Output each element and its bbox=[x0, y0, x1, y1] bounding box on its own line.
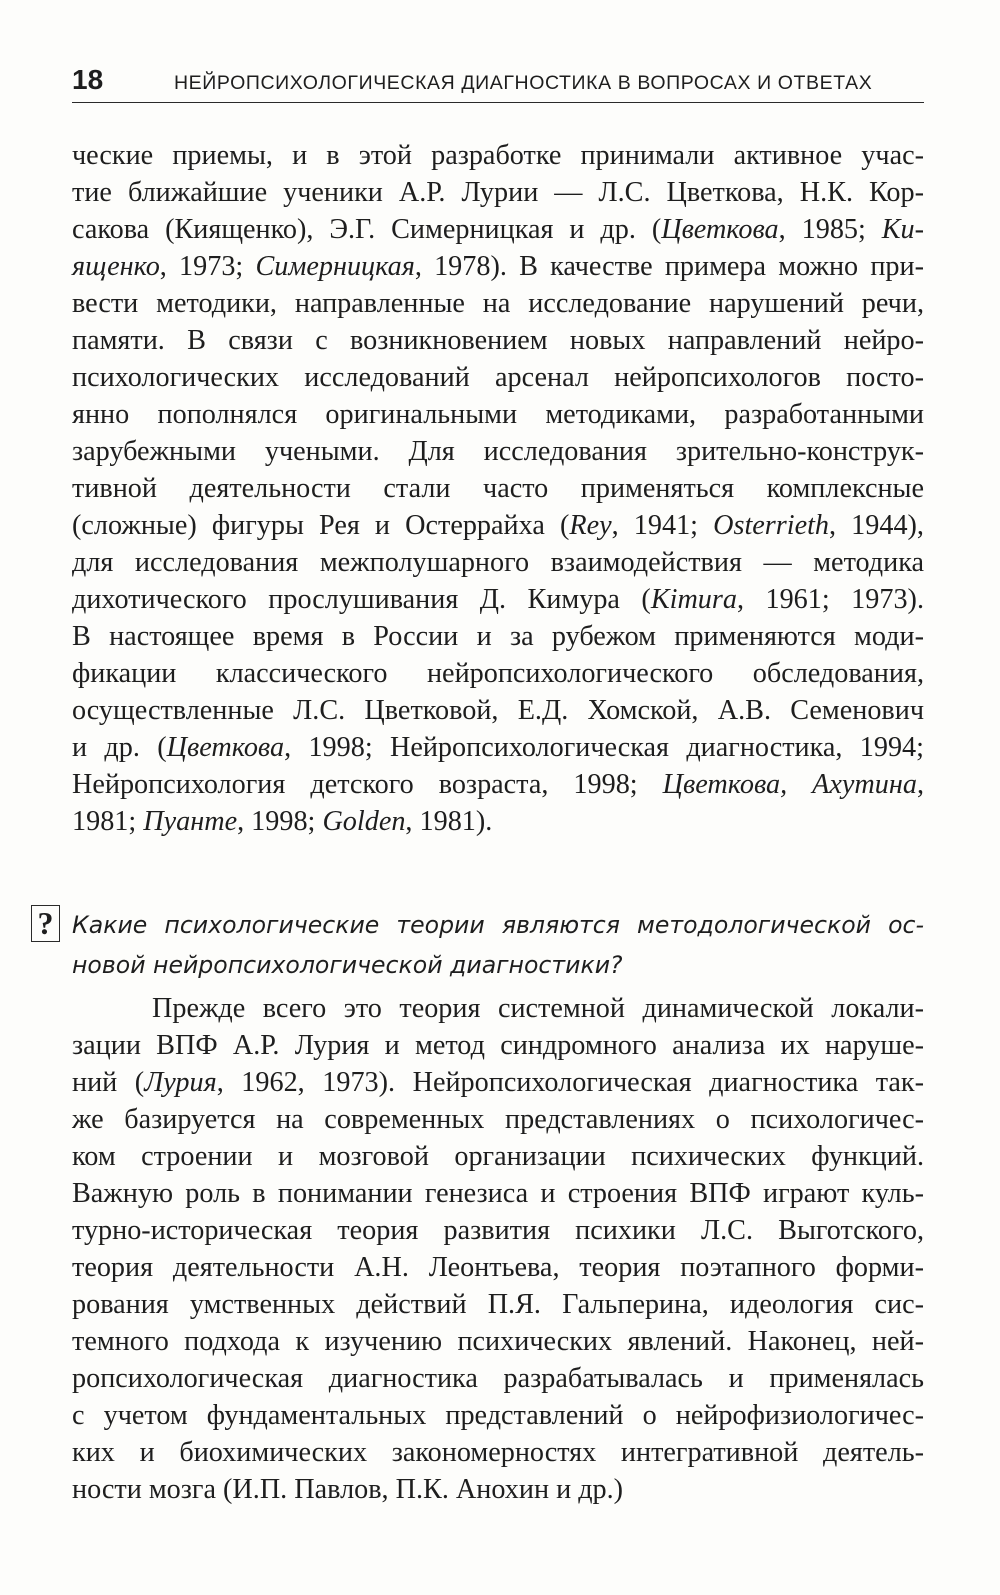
citation-text: Симерницкая bbox=[255, 251, 415, 282]
text-run: ческие приемы, и в этой разработке принимали активное учас- bbox=[72, 140, 924, 171]
text-line bbox=[72, 137, 924, 174]
text-run: теория деятельности А.Н. Леонтьева, теория поэтапного форми- bbox=[72, 1252, 924, 1283]
text-run: 1981; bbox=[72, 806, 144, 837]
text-line bbox=[72, 990, 924, 1027]
text-run: тивной деятельности стали часто применяться комплексные bbox=[72, 473, 924, 504]
text-run: , 1962, 1973). Нейропсихологическая диагностика так- bbox=[216, 1067, 924, 1098]
text-run: , 1978). В качестве примера можно при- bbox=[414, 251, 924, 282]
text-run: , 1981). bbox=[405, 806, 493, 837]
text-run: темного подхода к изучению психических явлений. Наконец, ней- bbox=[72, 1326, 924, 1357]
text-run: психологических исследований арсенал нейропсихологов посто- bbox=[72, 362, 924, 393]
citation-text: ященко bbox=[72, 251, 160, 282]
text-run: и др. ( bbox=[72, 732, 167, 763]
running-title: НЕЙРОПСИХОЛОГИЧЕСКАЯ ДИАГНОСТИКА В ВОПРОСАХ И ОТВЕТАХ bbox=[174, 72, 873, 94]
text-run: В настоящее время в России и за рубежом применяются моди- bbox=[72, 621, 924, 652]
text-line bbox=[72, 211, 924, 248]
text-run: рования умственных действий П.Я. Гальперина, идеология сис- bbox=[72, 1289, 924, 1320]
text-line bbox=[72, 322, 924, 359]
text-line bbox=[72, 1138, 924, 1175]
text-run: Важную роль в понимании генезиса и строения ВПФ играют куль- bbox=[72, 1178, 924, 1209]
text-line bbox=[72, 544, 924, 581]
text-run: для исследования межполушарного взаимодействия — методика bbox=[72, 547, 924, 578]
text-line bbox=[72, 470, 924, 507]
text-line bbox=[72, 396, 924, 433]
text-run: ний ( bbox=[72, 1067, 145, 1098]
question-mark-icon: ? bbox=[31, 905, 60, 942]
text-line bbox=[72, 766, 924, 803]
text-run: ком строении и мозговой организации психических функций. bbox=[72, 1141, 924, 1172]
text-line bbox=[72, 1397, 924, 1434]
text-run: , 1998; Нейропсихологическая диагностика, 1994; bbox=[284, 732, 924, 763]
citation-text: Rey bbox=[569, 510, 612, 541]
text-line bbox=[72, 1471, 924, 1508]
citation-text: Osterrieth bbox=[713, 510, 829, 541]
text-run: ких и биохимических закономерностях интегративной деятель- bbox=[72, 1437, 924, 1468]
text-line bbox=[72, 174, 924, 211]
text-line bbox=[72, 1434, 924, 1471]
text-run: с учетом фундаментальных представлений о нейрофизиологичес- bbox=[72, 1400, 924, 1431]
text-run: Прежде всего это теория системной динамической локали- bbox=[152, 993, 924, 1024]
citation-text: Цветкова bbox=[661, 214, 779, 245]
text-line bbox=[72, 729, 924, 766]
text-line bbox=[72, 359, 924, 396]
text-run: зарубежными учеными. Для исследования зрительно-конструк- bbox=[72, 436, 924, 467]
question-heading bbox=[72, 905, 924, 985]
citation-text: Ки- bbox=[881, 214, 924, 245]
citation-text: Kimura bbox=[650, 584, 737, 615]
text-line bbox=[72, 655, 924, 692]
text-run: осуществленные Л.С. Цветковой, Е.Д. Хомской, А.В. Семенович bbox=[72, 695, 924, 726]
text-run: ности мозга (И.П. Павлов, П.К. Анохин и др.) bbox=[72, 1474, 624, 1505]
text-line bbox=[72, 1360, 924, 1397]
page-header bbox=[72, 60, 924, 103]
paragraph-continued bbox=[72, 137, 924, 840]
answer-paragraph bbox=[72, 990, 924, 1508]
text-line bbox=[72, 248, 924, 285]
text-line bbox=[72, 1286, 924, 1323]
text-run: тие ближайшие ученики А.Р. Лурии — Л.С. Цветкова, Н.К. Кор- bbox=[72, 177, 924, 208]
text-run: турно-историческая теория развития психики Л.С. Выготского, bbox=[72, 1215, 924, 1246]
text-line bbox=[72, 1323, 924, 1360]
text-line bbox=[72, 1027, 924, 1064]
text-line bbox=[72, 1175, 924, 1212]
text-line bbox=[72, 285, 924, 322]
text-run: вести методики, направленные на исследование нарушений речи, bbox=[72, 288, 924, 319]
text-run: , 1985; bbox=[778, 214, 882, 245]
citation-text: Пуанте bbox=[143, 806, 238, 837]
citation-text: Цветкова bbox=[166, 732, 285, 763]
text-run: , 1944), bbox=[829, 510, 924, 541]
text-run: янно пополнялся оригинальными методиками, разработанными bbox=[72, 399, 924, 430]
text-line bbox=[72, 1101, 924, 1138]
text-run: фикации классического нейропсихологического обследования, bbox=[72, 658, 924, 689]
text-run: , bbox=[916, 769, 924, 800]
text-run: , 1998; bbox=[237, 806, 323, 837]
citation-text: Цветкова, Ахутина bbox=[662, 769, 917, 800]
question-line: Какие психологические теории являются методологической ос- bbox=[72, 911, 924, 939]
text-run: дихотического прослушивания Д. Кимура ( bbox=[72, 584, 651, 615]
text-line bbox=[72, 507, 924, 544]
citation-text: Golden bbox=[322, 806, 406, 837]
text-line bbox=[72, 433, 924, 470]
text-run: ропсихологическая диагностика разрабатывалась и применялась bbox=[72, 1363, 924, 1394]
text-run: , 1941; bbox=[611, 510, 714, 541]
text-run: , 1961; 1973). bbox=[736, 584, 924, 615]
question-line: новой нейропсихологической диагностики? bbox=[72, 951, 623, 979]
text-run: (сложные) фигуры Рея и Остеррайха ( bbox=[72, 510, 570, 541]
text-run: же базируется на современных представлениях о психологичес- bbox=[72, 1104, 924, 1135]
text-line bbox=[72, 1064, 924, 1101]
text-run: памяти. В связи с возникновением новых направлений нейро- bbox=[72, 325, 924, 356]
text-line bbox=[72, 1249, 924, 1286]
page-number: 18 bbox=[72, 64, 104, 95]
text-run: зации ВПФ А.Р. Лурия и метод синдромного анализа их наруше- bbox=[72, 1030, 924, 1061]
text-line bbox=[72, 618, 924, 655]
text-run: сакова (Киященко), Э.Г. Симерницкая и др. ( bbox=[72, 214, 662, 245]
text-line bbox=[72, 1212, 924, 1249]
text-line bbox=[72, 803, 924, 840]
text-run: Нейропсихология детского возраста, 1998; bbox=[72, 769, 663, 800]
text-line bbox=[72, 692, 924, 729]
citation-text: Лурия bbox=[144, 1067, 217, 1098]
text-line bbox=[72, 581, 924, 618]
text-run: , 1973; bbox=[159, 251, 256, 282]
